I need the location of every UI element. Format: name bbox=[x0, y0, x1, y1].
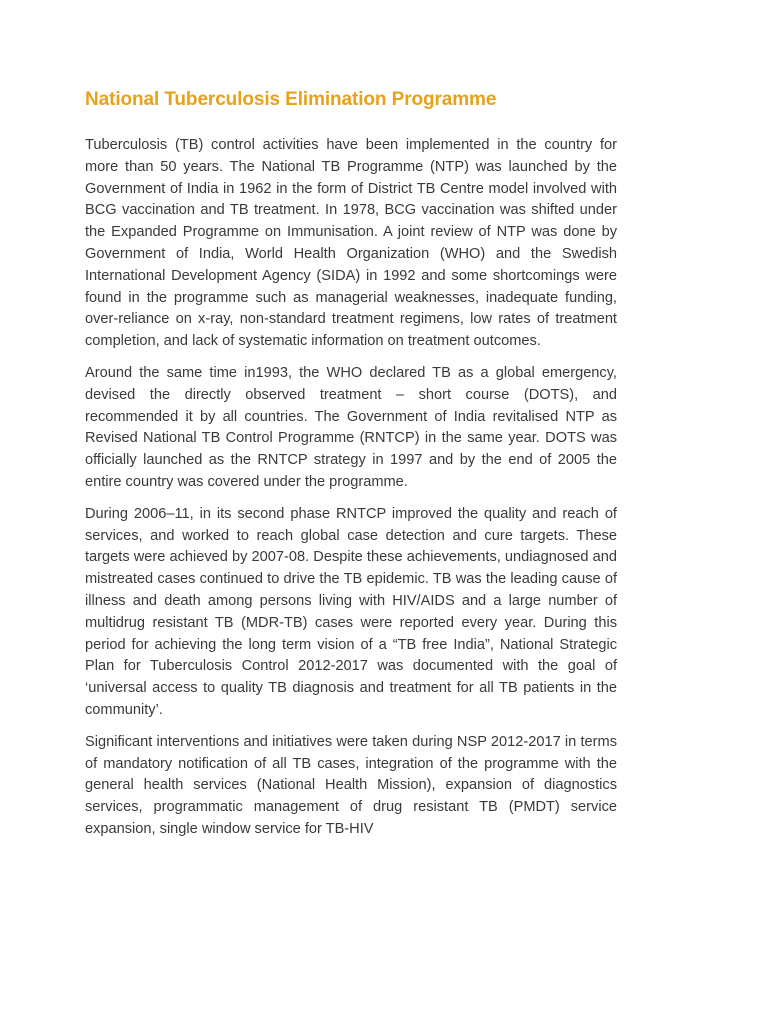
paragraph-dots: Around the same time in1993, the WHO declared TB as a global emergency, devised the directly observed treatment – short course (DOTS), and recommended it by all countries. The Government of India revitalised NTP as Revised National TB Control Programme (RNTCP) in the same year. DOTS was officially launched as the RNTCP strategy in 1997 and by the end of 2005 the entire country was covered under the programme. bbox=[85, 364, 617, 490]
paragraph-history: Tuberculosis (TB) control activities have been implemented in the country for more than 50 years. The National TB Programme (NTP) was launched by the Government of India in 1962 in the form of District TB Centre model involved with BCG vaccination and TB treatment. In 1978, BCG vaccination was shifted under the Expanded Programme on Immunisation. A joint review of NTP was done by Government of India, World Health Organization (WHO) and the Swedish International Development Agency (SIDA) in 1992 and some shortcomings were found in the programme such as managerial weaknesses, inadequate funding, over-reliance on x-ray, non-standard treatment regimens, low rates of treatment completion, and lack of systematic information on treatment outcomes. bbox=[85, 137, 617, 350]
page-title: National Tuberculosis Elimination Programme bbox=[85, 89, 497, 110]
paragraph-nsp-interventions: Significant interventions and initiatives were taken during NSP 2012-2017 in terms of mandatory notification of all TB cases, integration of the programme with the general health services (National Health Mission), expansion of diagnostics services, programmatic management of drug resistant TB (PMDT) service expansion, single window service for TB-HIV bbox=[85, 733, 617, 837]
paragraph-rntcp-phase-two: During 2006–11, in its second phase RNTCP improved the quality and reach of services, and worked to reach global case detection and cure targets. These targets were achieved by 2007-08. Despite these achievements, undiagnosed and mistreated cases continued to drive the TB epidemic. TB was the leading cause of illness and death among persons living with HIV/AIDS and a large number of multidrug resistant TB (MDR-TB) cases were reported every year. During this period for achieving the long term vision of a “TB free India”, National Strategic Plan for Tuberculosis Control 2012-2017 was documented with the goal of ‘universal access to quality TB diagnosis and treatment for all TB patients in the community’. bbox=[85, 505, 617, 718]
document-page bbox=[85, 86, 617, 851]
